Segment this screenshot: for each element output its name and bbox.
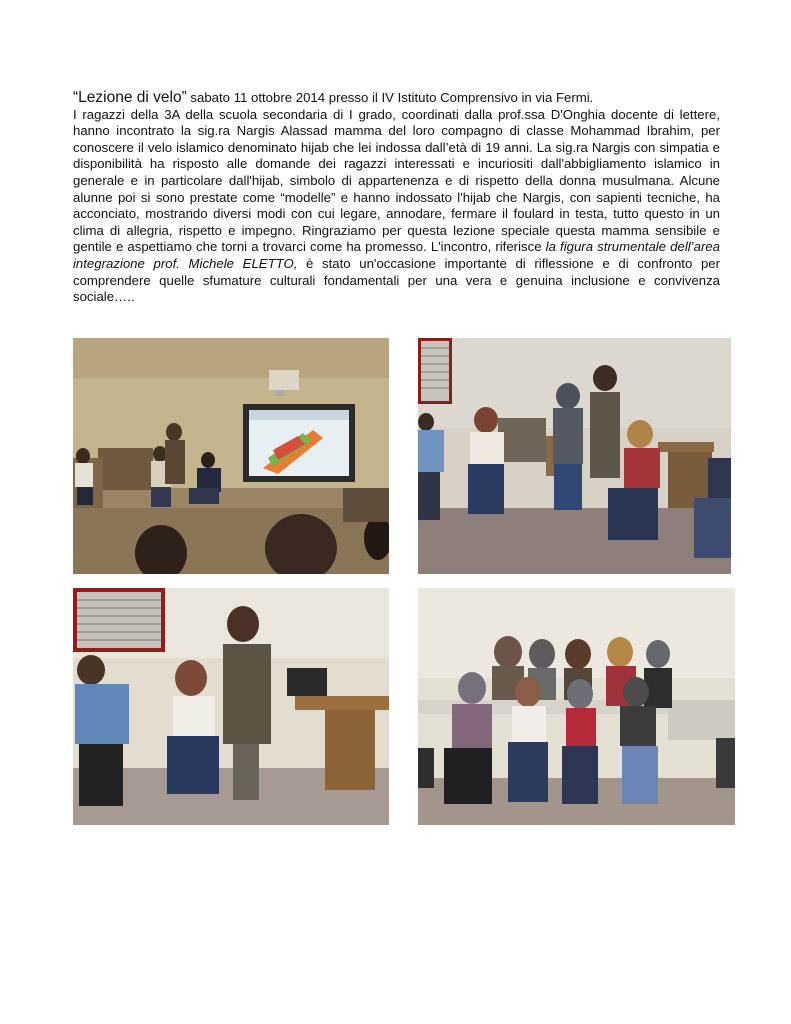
article: [73, 90, 720, 306]
article-title: “Lezione di velo”: [73, 89, 187, 106]
photo-classroom-whiteboard: [73, 338, 389, 574]
photo-group-hijabs: [418, 588, 735, 825]
article-heading: [73, 90, 720, 107]
photo-hijab-seated-image: [73, 588, 389, 825]
photo-hijab-seated: [73, 588, 389, 825]
photo-hijab-standing: [418, 338, 731, 574]
body-text-end: è stato un'occasione importante di riflessione e di confronto per comprendere quelle sfumature culturali fondamentali per una vera e genuina inclusione e convivenza sociale…..: [73, 255, 721, 305]
body-text-start: I ragazzi della 3A della scuola secondaria di I grado, coordinati dalla prof.ssa D'Onghia docente di lettere, hanno incontrato la sig.ra Nargis Alassad mamma del loro compagno di classe Mohammad Ibrahim, per conoscere il velo islamico denominato hijab che lei indossa dall’età di 19 anni. La sig.ra Nargis con simpatia e disponibilità ha risposto alle domande dei ragazzi interessati e incuriositi dall'abbigliamento islamico in generale e in particolare dall'hijab, simbolo di appartenenza e di rispetto della donna musulmana. Alcune alunne poi si sono prestate come “modelle” e hanno indossato l'hijab che Nargis, con sapienti tecniche, ha acconciato, mostrando diversi modi con cui legare, annodare, fermare il foulard in testa, tutto questo in un clima di allegria, rispetto e impegno. Ringraziamo per questa lezione speciale questa mamma sensibile e gentile e aspettiamo che torni a trovarci come ha promesso. L'incontro, riferisce: [73, 106, 720, 255]
article-body: [73, 107, 720, 306]
body-text-italic: la figura strumentale dell’area integrazione prof. Michele ELETTO,: [73, 239, 721, 271]
photo-hijab-standing-image: [418, 338, 731, 574]
article-subtitle: sabato 11 ottobre 2014 presso il IV Istituto Comprensivo in via Fermi.: [186, 90, 594, 105]
photo-classroom-whiteboard-image: [73, 338, 389, 574]
photo-group-hijabs-image: [418, 588, 735, 825]
